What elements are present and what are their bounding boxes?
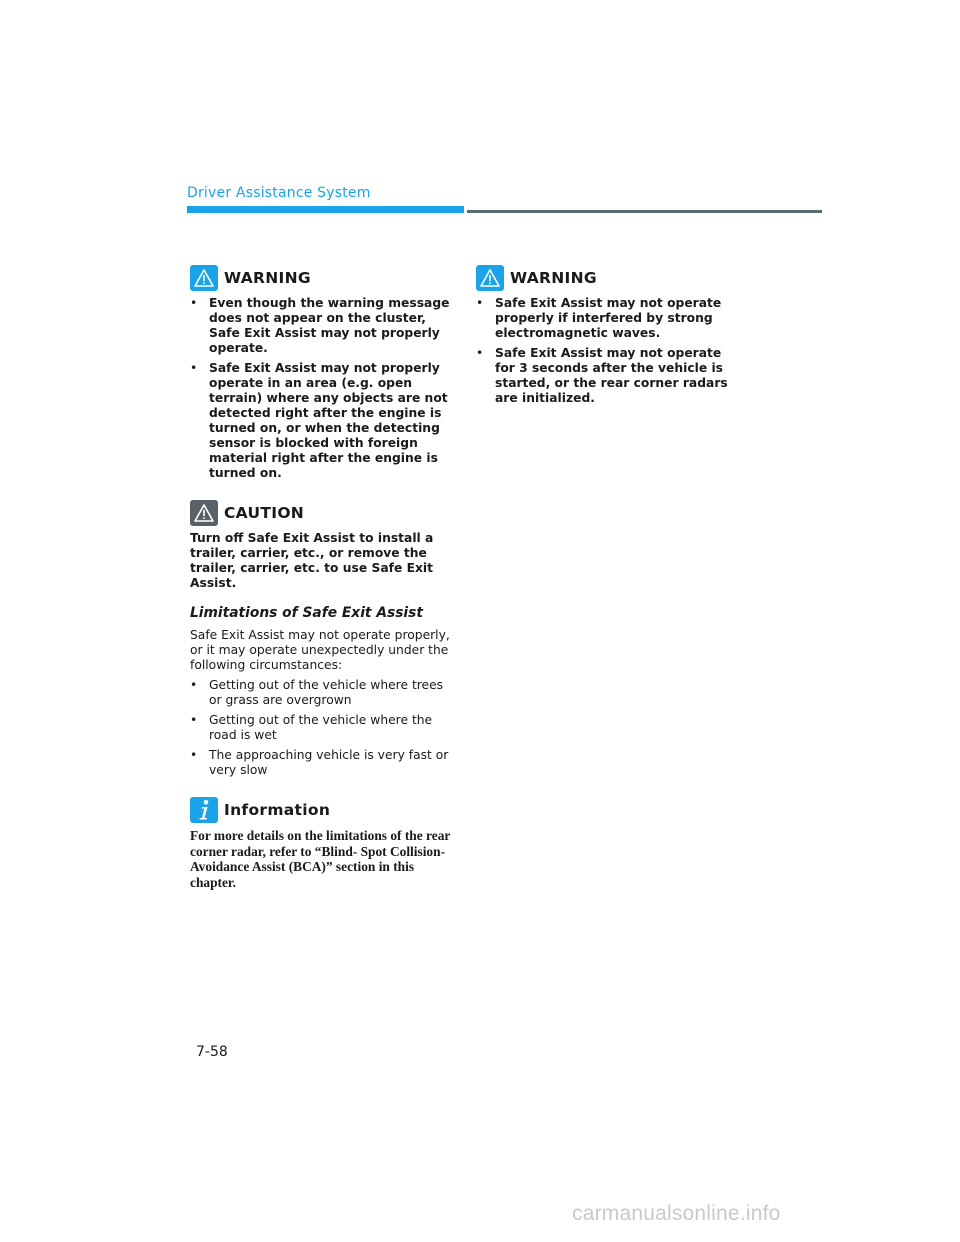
list-item: • Safe Exit Assist may not properly operate in an area (e.g. open terrain) where any objects are not detected right after the engine is turned on, or when the detecting sensor is blocked with foreign material right after the engine is turned on. [190,361,452,481]
caution-text: Turn off Safe Exit Assist to install a trailer, carrier, etc., or remove the trailer, carrier, etc. to use Safe Exit Assist. [190,531,434,590]
limitations-list [190,678,452,778]
information-title: Information [224,801,331,819]
caution-header [190,499,452,527]
list-item: • Getting out of the vehicle where trees or grass are overgrown [190,678,452,708]
information-header [190,796,452,824]
info-icon [190,797,218,823]
list-item: • Getting out of the vehicle where the road is wet [190,713,452,743]
left-column [190,264,452,890]
list-item: • Safe Exit Assist may not operate properly if interfered by strong electromagnetic waves. [476,296,738,341]
caution-title: CAUTION [224,504,305,522]
warning-title: WARNING [510,269,597,287]
list-item: • The approaching vehicle is very fast or very slow [190,748,452,778]
header-rule [467,210,822,213]
right-column [476,264,738,411]
warning-triangle-icon [476,265,504,291]
warning-list [190,296,452,481]
warning-header [476,264,738,292]
warning-header [190,264,452,292]
limitations-intro: Safe Exit Assist may not operate properly, or it may operate unexpectedly under the following circumstances: [190,628,450,672]
limitations-title: Limitations of Safe Exit Assist [190,605,423,621]
caution-notice [190,499,452,591]
limitations-section [190,605,452,778]
warning-notice [190,264,452,481]
watermark: carmanualsonline.info [572,1202,781,1225]
caution-triangle-icon [190,500,218,526]
warning-triangle-icon [190,265,218,291]
warning-notice [476,264,738,406]
page-number: 7-58 [196,1044,228,1060]
list-item: • Even though the warning message does not appear on the cluster, Safe Exit Assist may not properly operate. [190,296,452,356]
warning-list [476,296,738,406]
list-item: • Safe Exit Assist may not operate for 3 seconds after the vehicle is started, or the rear corner radars are initialized. [476,346,738,406]
information-notice [190,796,452,890]
information-text: For more details on the limitations of the rear corner radar, refer to “Blind- Spot Collision-Avoidance Assist (BCA)” section in this chapter. [190,828,451,890]
section-header-title: Driver Assistance System [187,185,371,201]
warning-title: WARNING [224,269,311,287]
header-accent-bar [187,206,464,213]
